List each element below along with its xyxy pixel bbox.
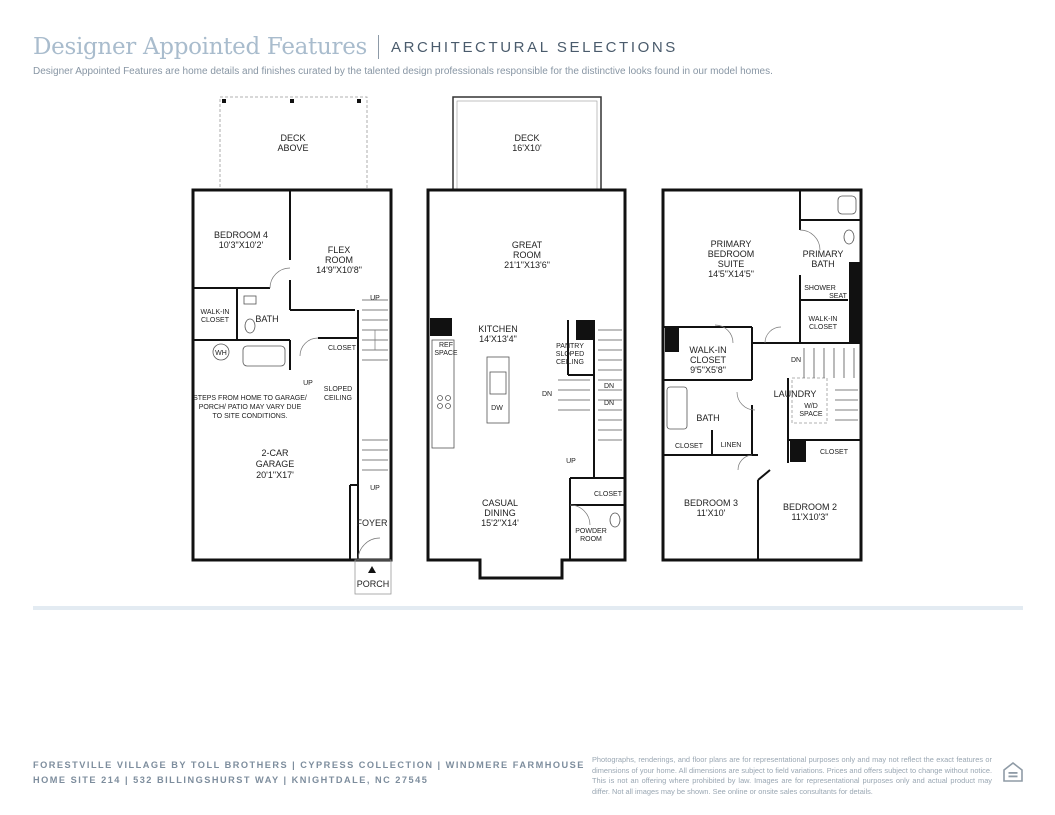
ref-space-label-2: SPACE [434,350,458,357]
footer-line-1: FORESTVILLE VILLAGE BY TOLL BROTHERS | CYPRESS COLLECTION | WINDMERE FARMHOUSE [33,760,585,770]
primary-bath-label-2: BATH [811,259,835,269]
casual-dining-label-2: DINING [484,508,516,518]
floor-1-stair-up-3: UP [370,485,380,492]
floor-2-closet-label: CLOSET [593,491,623,498]
floor-2-plan [428,97,625,578]
primary-walkin-closet-label-2: CLOSET [808,324,838,331]
sloped-ceiling-label-2: CEILING [323,395,353,402]
kitchen-label: KITCHEN [478,324,518,334]
shower-seat-label: SEAT [829,293,847,300]
page-subtitle: ARCHITECTURAL SELECTIONS [391,38,678,56]
floor-2-stair-down-1: DN [603,383,615,390]
laundry-label: LAUNDRY [773,389,817,399]
casual-dining-dimensions: 15'2"X14' [481,518,519,528]
bedroom-2-label: BEDROOM 2 [782,502,838,512]
bedroom-4-dimensions: 10'3"X10'2' [218,240,264,250]
casual-dining-label: CASUAL [481,498,519,508]
floor-3-bath-label: BATH [696,413,720,423]
floor-2-stair-down-2: DN [541,391,553,398]
washer-dryer-label: W/D [804,403,818,410]
floor-1-walkin-closet-label: WALK-IN [200,309,230,316]
great-room-label-2: ROOM [513,250,541,260]
floor-2-stair-down-3: DN [603,400,615,407]
floor-1-plan [193,97,391,594]
primary-suite-label-3: SUITE [717,259,745,269]
steps-note-line-1: STEPS FROM HOME TO GARAGE/ [193,395,307,402]
deck-label: DECK [514,133,540,143]
footer-line-2: HOME SITE 214 | 532 BILLINGSHURST WAY | KNIGHTDALE, NC 27545 [33,775,429,785]
steps-note-line-3: TO SITE CONDITIONS. [212,413,288,420]
primary-suite-label: PRIMARY [710,239,752,249]
footer-disclaimer: Photographs, renderings, and floor plans are for representational purposes only and may not reflect the exact features or dimensions of your home. All dimensions are subject to field variations. Prices and offers subject to change without notice. This is not an offering where prohibited by law. Images are for representational purposes only and actual product may differ. Not all images may be shown. See online or onsite sales consultants for details. [592,755,992,796]
pantry-label-2: SLOPED [555,351,585,358]
powder-room-label-2: ROOM [580,536,602,543]
bedroom-2-dimensions: 11'X10'3" [791,512,829,522]
porch-label: PORCH [356,579,390,589]
ref-space-label: REF [439,342,453,349]
deck-dimensions: 16'X10' [512,143,542,153]
floor-1-walkin-closet-label-2: CLOSET [200,317,230,324]
garage-label-2: GARAGE [255,459,295,469]
bedroom-3-dimensions: 11'X10' [696,508,726,518]
floor-2-stair-up: UP [566,458,576,465]
floor-3-closet-2-label: CLOSET [819,449,849,456]
garage-dimensions: 20'1"X17' [256,470,294,480]
great-room-dimensions: 21'1"X13'6" [504,260,550,270]
floor-1-deck-label: DECK [280,133,306,143]
floor-3-stair-down: DN [790,357,802,364]
floor-3-plan [663,190,861,560]
section-divider [33,606,1023,610]
equal-housing-opportunity-icon [1001,760,1025,784]
steps-note-line-2: PORCH/ PATIO MAY VARY DUE [198,404,302,411]
bedroom-4-label: BEDROOM 4 [213,230,269,240]
page-title: Designer Appointed Features [33,34,368,60]
primary-suite-label-2: BEDROOM [707,249,755,259]
primary-bath-label: PRIMARY [802,249,844,259]
shower-label: SHOWER [804,285,836,292]
garage-label: 2-CAR [261,448,289,458]
powder-room-label: POWDER [575,528,607,535]
floor-1-closet-label: CLOSET [327,345,357,352]
footer-community-info [33,758,585,788]
floor-3-closet-1-label: CLOSET [674,443,704,450]
linen-closet-label: LINEN [720,442,742,449]
primary-suite-dimensions: 14'5"X14'5" [708,269,754,279]
flex-room-dimensions: 14'9"X10'8" [316,265,362,275]
water-heater-label: WH [215,350,227,357]
pantry-label-3: CEILING [555,359,585,366]
floor-1-stair-up-2: UP [303,380,313,387]
pantry-label: PANTRY [556,343,584,350]
floor-1-bath-label: BATH [255,314,279,324]
flex-room-label-2: ROOM [325,255,353,265]
page-description: Designer Appointed Features are home details and finishes curated by the talented design professionals responsible for the distinctive looks found in our model homes. [33,66,773,77]
dishwasher-label: DW [491,405,503,412]
floor-1-deck-label-2: ABOVE [277,143,309,153]
foyer-label: FOYER [356,518,388,528]
walkin-closet-label-2: CLOSET [689,355,727,365]
kitchen-dimensions: 14'X13'4" [479,334,517,344]
sloped-ceiling-label: SLOPED [323,386,353,393]
floor-1-stair-up-1: UP [370,295,380,302]
flex-room-label: FLEX [327,245,351,255]
walkin-closet-label: WALK-IN [689,345,727,355]
washer-dryer-label-2: SPACE [799,411,823,418]
walkin-closet-dimensions: 9'5"X5'8" [690,365,726,375]
bedroom-3-label: BEDROOM 3 [683,498,739,508]
primary-walkin-closet-label: WALK-IN [808,316,838,323]
great-room-label: GREAT [511,240,543,250]
